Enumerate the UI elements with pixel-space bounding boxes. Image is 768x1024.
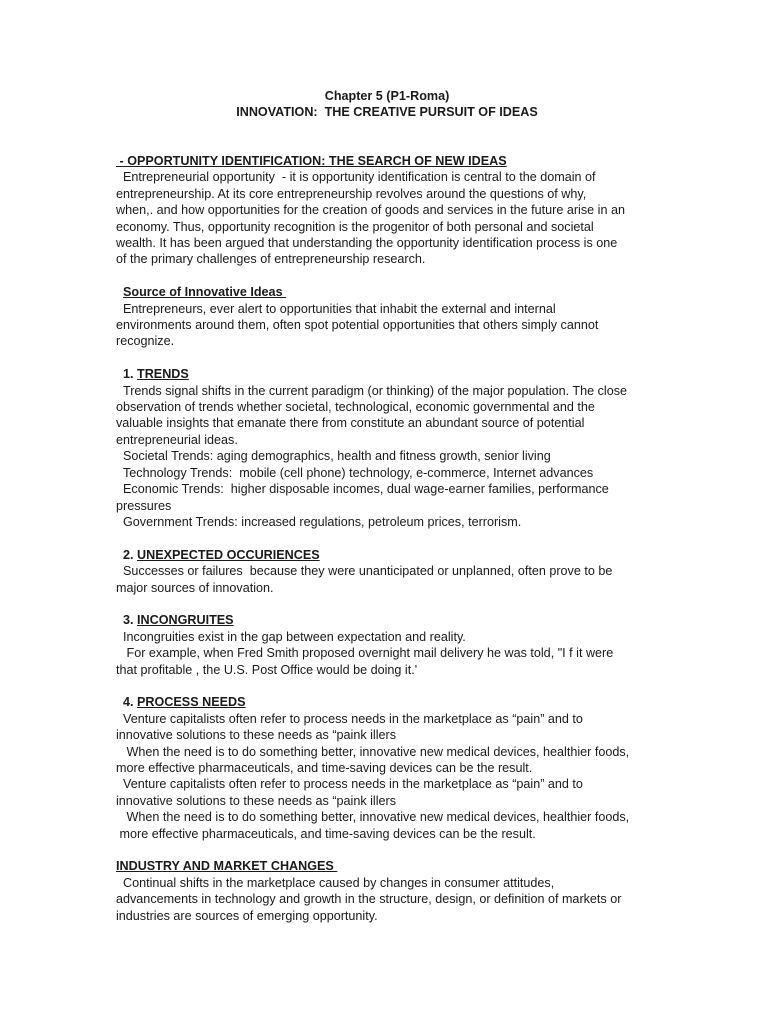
process-number: 4. (123, 695, 138, 710)
paragraph-line: entrepreneurship. At its core entrepreneurship revolves around the questions of why, (116, 186, 587, 201)
paragraph-line: when,. and how opportunities for the creation of goods and services in the future arise in an (116, 203, 625, 218)
section-sources-body (116, 301, 656, 350)
paragraph-line: Venture capitalists often refer to process needs in the marketplace as “pain” and to (116, 711, 583, 726)
paragraph-line: When the need is to do something better, innovative new medical devices, healthier foods, (116, 744, 630, 759)
paragraph-line: Entrepreneurial opportunity - it is opportunity identification is central to the domain of (116, 170, 596, 185)
paragraph-line: Venture capitalists often refer to process needs in the marketplace as “pain” and to (116, 777, 583, 792)
industry-heading-text: INDUSTRY AND MARKET CHANGES (116, 859, 338, 874)
paragraph-line: Government Trends: increased regulations, petroleum prices, terrorism. (116, 514, 522, 529)
paragraph-line: pressures (116, 498, 172, 513)
paragraph-line: Trends signal shifts in the current paradigm (or thinking) of the major population. The close (116, 383, 628, 398)
paragraph-line: more effective pharmaceuticals, and time-saving devices can be the result. (116, 760, 533, 775)
paragraph-line: recognize. (116, 334, 175, 349)
paragraph-line: that profitable , the U.S. Post Office would be doing it.' (116, 662, 418, 677)
section-sources-heading (116, 284, 656, 300)
opportunity-heading-text: - OPPORTUNITY IDENTIFICATION: THE SEARCH OF NEW IDEAS (116, 154, 507, 168)
paragraph-line: When the need is to do something better, innovative new medical devices, healthier foods, (116, 810, 630, 825)
document-body (116, 153, 656, 924)
section-industry-heading (116, 858, 656, 874)
paragraph-line: wealth. It has been argued that understanding the opportunity identification process is one (116, 236, 618, 251)
paragraph-line: Economic Trends: higher disposable incomes, dual wage-earner families, performance (116, 482, 609, 497)
paragraph-line: economy. Thus, opportunity recognition is the progenitor of both personal and societal (116, 219, 594, 234)
section-process-heading (116, 694, 656, 710)
paragraph-line: of the primary challenges of entrepreneurship research. (116, 252, 426, 267)
chapter-label: Chapter 5 (P1-Roma) (324, 89, 450, 103)
paragraph-line: innovative solutions to these needs as “paink illers (116, 793, 397, 808)
paragraph-line: For example, when Fred Smith proposed overnight mail delivery he was told, "I f it were (116, 646, 614, 661)
trends-number: 1. (123, 367, 138, 382)
process-heading-text: PROCESS NEEDS (137, 695, 246, 710)
section-incongruities-body (116, 629, 656, 678)
paragraph-line: major sources of innovation. (116, 580, 274, 595)
section-opportunity-heading (116, 153, 656, 169)
title-block (0, 88, 768, 121)
paragraph-line: environments around them, often spot potential opportunities that others simply cannot (116, 318, 599, 333)
paragraph-line: industries are sources of emerging opportunity. (116, 908, 378, 923)
section-unexpected-body (116, 563, 656, 596)
paragraph-line: Societal Trends: aging demographics, health and fitness growth, senior living (116, 449, 551, 464)
document-title: INNOVATION: THE CREATIVE PURSUIT OF IDEAS (236, 105, 538, 120)
section-opportunity-body (116, 169, 656, 267)
paragraph-line: Successes or failures because they were unanticipated or unplanned, often prove to be (116, 564, 613, 579)
section-trends-heading (116, 366, 656, 382)
paragraph-line: innovative solutions to these needs as “paink illers (116, 728, 397, 743)
incongruities-heading-text: INCONGRUITES (137, 613, 234, 628)
section-process-body (116, 711, 656, 842)
paragraph-line: Continual shifts in the marketplace caused by changes in consumer attitudes, (116, 875, 555, 890)
section-unexpected-heading (116, 547, 656, 563)
paragraph-line: valuable insights that emanate there from constitute an abundant source of potential (116, 416, 585, 431)
paragraph-line: observation of trends whether societal, technological, economic governmental and the (116, 400, 595, 415)
paragraph-line: entrepreneurial ideas. (116, 432, 238, 447)
section-incongruities-heading (116, 612, 656, 628)
paragraph-line: Incongruities exist in the gap between expectation and reality. (116, 629, 466, 644)
unexpected-heading-text: UNEXPECTED OCCURIENCES (137, 547, 320, 562)
incongruities-number: 3. (123, 613, 138, 628)
paragraph-line: Entrepreneurs, ever alert to opportunities that inhabit the external and internal (116, 301, 556, 316)
unexpected-number: 2. (123, 547, 138, 562)
trends-heading-text: TRENDS (137, 367, 189, 382)
sources-heading-text: Source of Innovative Ideas (123, 285, 287, 300)
paragraph-line: more effective pharmaceuticals, and time-saving devices can be the result. (116, 826, 536, 841)
paragraph-line: advancements in technology and growth in the structure, design, or definition of markets or (116, 892, 622, 907)
section-trends-body (116, 383, 656, 531)
paragraph-line: Technology Trends: mobile (cell phone) technology, e-commerce, Internet advances (116, 465, 594, 480)
section-industry-body (116, 875, 656, 924)
